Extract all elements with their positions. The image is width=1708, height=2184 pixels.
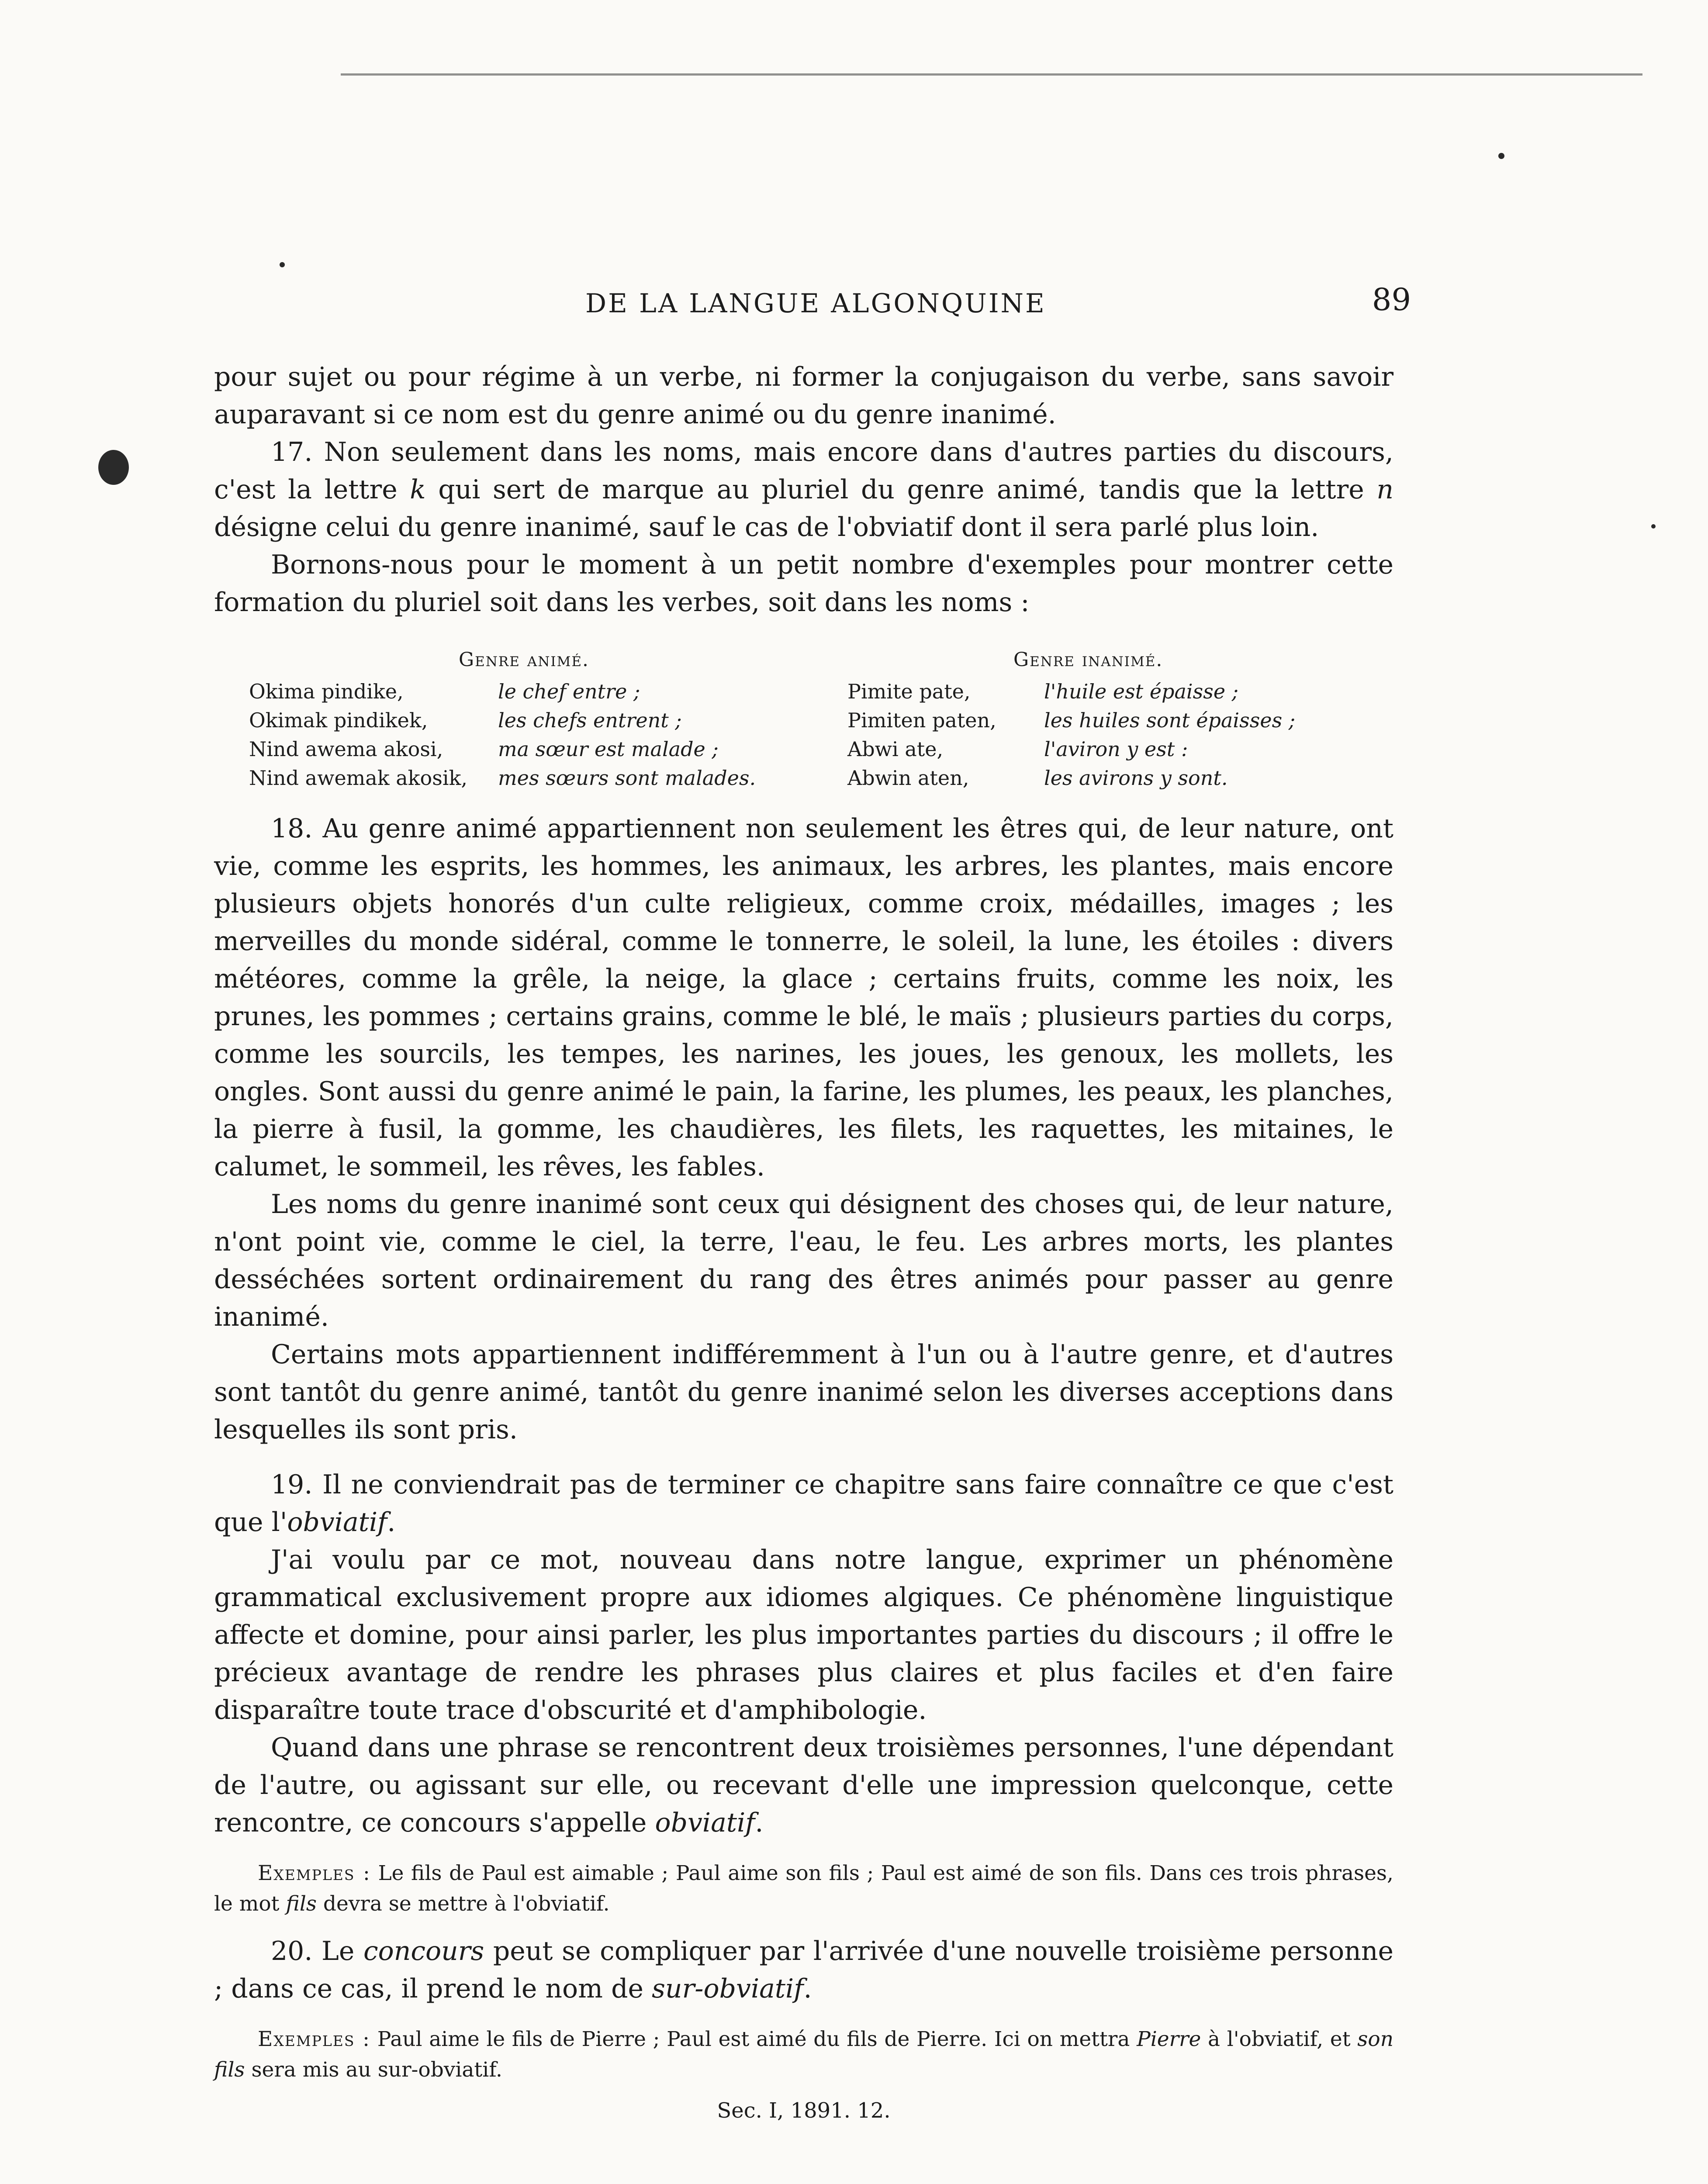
text-run: . (755, 1807, 764, 1838)
inanimate-french: les avirons y sont. (1044, 766, 1228, 790)
animate-french: les chefs entrent ; (498, 708, 682, 732)
examples-table (214, 642, 1393, 792)
scan-speck (1498, 153, 1504, 159)
term-pierre: Pierre (1137, 2027, 1201, 2051)
animate-algonquin: Nind awema akosi, (249, 737, 443, 761)
text-run: 19. Il ne conviendrait pas de terminer ce chapitre sans faire connaître ce que c'est que l' (214, 1469, 1393, 1538)
animate-algonquin: Okimak pindikek, (249, 708, 428, 732)
text-run: à l'obviatif, et (1201, 2027, 1358, 2051)
signature-line: Sec. I, 1891. 12. (717, 2098, 891, 2123)
paragraph-18: 18. Au genre animé appartiennent non seulement les êtres qui, de leur nature, ont vie, comme les esprits, les hommes, les animaux, les arbres, les plantes, mais encore plusieurs objets honorés d'un culte religieux, comme croix, médailles, images ; les merveilles du monde sidéral, comme le tonnerre, le soleil, la lune, les étoiles : divers météores, comme la grêle, la neige, la glace ; certains fruits, comme les noix, les prunes, les pommes ; certains grains, comme le blé, le maïs ; plusieurs parties du corps, comme les sourcils, les tempes, les narines, les joues, les genoux, les mollets, les ongles. Sont aussi du genre animé le pain, la farine, les plumes, les peaux, les planches, la pierre à fusil, la gomme, les chaudières, les filets, les raquettes, les mitaines, le calumet, le sommeil, les rêves, les fables. (214, 813, 1393, 1182)
text-run: devra se mettre à l'obviatif. (316, 1892, 610, 1916)
term-sur-obviatif: sur-obviatif (652, 1973, 804, 2004)
header-inanimate: Genre inanimé. (1013, 648, 1163, 671)
scan-top-rule (341, 73, 1642, 76)
animate-algonquin: Nind awemak akosik, (249, 766, 468, 790)
paragraph-examples-intro: Bornons-nous pour le moment à un petit nombre d'exemples pour montrer cette formation du pluriel soit dans les verbes, soit dans les noms : (214, 549, 1393, 618)
paragraph-both-genres: Certains mots appartiennent indifféremment à l'un ou à l'autre genre, et d'autres sont tantôt du genre animé, tantôt du genre inanimé selon les diverses acceptions dans lesquelles ils sont pris. (214, 1339, 1393, 1445)
inanimate-algonquin: Abwi ate, (847, 737, 944, 761)
inanimate-french: l'aviron y est : (1044, 737, 1188, 761)
examples-note-2 (214, 2024, 1393, 2085)
running-title: DE LA LANGUE ALGONQUINE (585, 288, 1046, 319)
text-run: désigne celui du genre inanimé, sauf le cas de l'obviatif dont il sera parlé plus loin. (214, 512, 1319, 543)
text-run: Le fils de Paul est aimable ; Paul aime son fils ; Paul est aimé de son fils. Dans ces trois phrases, le mot (214, 1861, 1393, 1916)
term-obviatif: obviatif (287, 1507, 387, 1538)
table-row (214, 764, 1393, 792)
scan-speck (1651, 524, 1656, 529)
header-animate: Genre animé. (459, 648, 589, 671)
term-son-fils: son fils (214, 2027, 1393, 2082)
text-run: Quand dans une phrase se rencontrent deux troisièmes personnes, l'une dépendant de l'autre, ou agissant sur elle, ou recevant d'elle une impression quelconque, cette rencontre, ce concours s'appelle (214, 1732, 1393, 1838)
text-run: . (803, 1973, 812, 2004)
page-header (214, 280, 1411, 328)
table-row (214, 735, 1393, 764)
term-fils: fils (286, 1892, 317, 1916)
text-run: 20. Le (271, 1936, 364, 1966)
text-run: 17. Non seulement dans les noms, mais encore dans d'autres parties du discours, c'est la lettre (214, 437, 1393, 505)
table-row (214, 706, 1393, 735)
letter-n: n (1376, 474, 1394, 505)
animate-french: le chef entre ; (498, 680, 640, 703)
examples-label: Exemples : (258, 1861, 371, 1885)
examples-label: Exemples : (258, 2027, 371, 2051)
letter-k: k (410, 474, 426, 505)
page-body (214, 358, 1393, 2123)
text-run: Paul aime le fils de Pierre ; Paul est aimé du fils de Pierre. Ici on mettra (370, 2027, 1137, 2051)
paragraph-obviatif-definition: J'ai voulu par ce mot, nouveau dans notre langue, exprimer un phénomène grammatical exclusivement propre aux idiomes algiques. Ce phénomène linguistique affecte et domine, pour ainsi parler, les plus importantes parties du discours ; il offre le précieux avantage de rendre les phrases plus claires et plus faciles et d'en faire disparaître toute trace d'obscurité et d'amphibologie. (214, 1545, 1393, 1725)
paragraph-17 (214, 433, 1393, 546)
inanimate-algonquin: Pimiten paten, (847, 708, 996, 732)
paragraph-third-persons (214, 1729, 1393, 1842)
table-header-row (214, 642, 1393, 677)
text-run: . (387, 1507, 396, 1538)
page-number: 89 (1372, 282, 1411, 318)
scan-blot (98, 450, 129, 485)
text-run: sera mis au sur-obviatif. (245, 2058, 502, 2082)
examples-note-1 (214, 1858, 1393, 1919)
animate-french: ma sœur est malade ; (498, 737, 719, 761)
inanimate-algonquin: Pimite pate, (847, 680, 971, 703)
paragraph-20 (214, 1932, 1393, 2008)
inanimate-french: l'huile est épaisse ; (1044, 680, 1239, 703)
paragraph-inanimate: Les noms du genre inanimé sont ceux qui désignent des choses qui, de leur nature, n'ont point vie, comme le ciel, la terre, l'eau, le feu. Les arbres morts, les plantes desséchées sortent ordinairement du rang des êtres animés pour passer au genre inanimé. (214, 1189, 1393, 1332)
term-concours: concours (363, 1936, 484, 1966)
animate-algonquin: Okima pindike, (249, 680, 404, 703)
paragraph-continuation: pour sujet ou pour régime à un verbe, ni former la conjugaison du verbe, sans savoir auparavant si ce nom est du genre animé ou du genre inanimé. (214, 362, 1393, 430)
paragraph-19 (214, 1466, 1393, 1541)
table-row (214, 677, 1393, 706)
term-obviatif: obviatif (655, 1807, 755, 1838)
animate-french: mes sœurs sont malades. (498, 766, 756, 790)
text-run: peut se compliquer par l'arrivée d'une nouvelle troisième personne ; dans ce cas, il prend le nom de (214, 1936, 1393, 2004)
scan-speck (280, 262, 285, 267)
inanimate-algonquin: Abwin aten, (847, 766, 969, 790)
text-run: qui sert de marque au pluriel du genre animé, tandis que la lettre (425, 474, 1377, 505)
inanimate-french: les huiles sont épaisses ; (1044, 708, 1296, 732)
